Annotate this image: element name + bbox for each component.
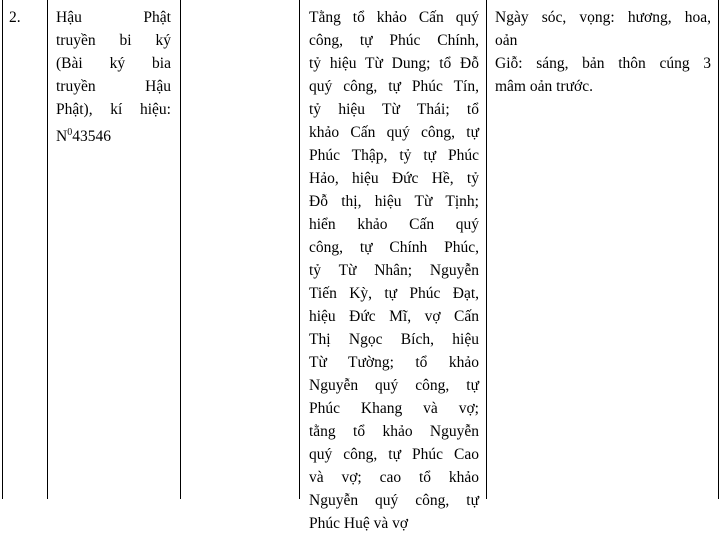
table-border-right [718,0,719,499]
row-number: 2. [9,9,21,26]
names-line: quý công, tự Phúc Tín, [309,78,479,95]
offerings-line: Giỗ: sáng, bản thôn cúng 3 [495,55,711,72]
table-border-left [2,0,3,499]
names-line: Nguyễn quý công, tự [309,377,479,394]
names-line: Thị Ngọc Bích, hiệu [309,331,479,348]
document-title-cell [56,0,171,499]
names-line: Phúc Thập, tỷ tự Phúc [309,147,479,164]
offerings-line: oản [495,32,518,49]
names-line: công, tự Phúc Chính, [309,32,479,49]
honored-names-cell [309,0,479,532]
names-line: tỷ Từ Nhân; Nguyễn [309,262,479,279]
names-line: hiệu Đức Mĩ, vợ Cấn [309,308,479,325]
names-line: Phúc Huệ và vợ [309,515,409,532]
document-title-line: truyền bi ký [56,32,171,49]
names-line: quý công, tự Phúc Cao [309,446,479,463]
names-line: và vợ; cao tổ khảo [309,469,479,486]
names-line: hiển khảo Cấn quý [309,216,479,233]
names-line: Tiến Kỳ, tự Phúc Đạt, [309,285,479,302]
offerings-line: mâm oản trước. [495,78,593,95]
row-number-cell [9,0,45,499]
names-line: khảo Cấn quý công, tự [309,124,479,141]
names-line: tằng tổ khảo Nguyễn [309,423,479,440]
offerings-cell [495,0,711,499]
code-superscript: 0 [67,127,73,138]
names-line: Đỗ thị, hiệu Từ Tịnh; [309,193,479,210]
names-line: tỷ hiệu Từ Dung; tổ Đỗ [309,55,479,72]
document-title-line: Hậu Phật [56,9,171,26]
names-line: Tằng tổ khảo Cấn quý [309,9,479,26]
document-code [56,121,171,148]
code-value: 43546 [72,128,111,146]
offerings-line: Ngày sóc, vọng: hương, hoa, [495,9,711,26]
names-line: Nguyễn quý công, tự [309,492,479,509]
column-divider-3 [299,0,300,499]
names-line: Hảo, hiệu Đức Hề, tỷ [309,170,479,187]
document-title-line: truyền Hậu [56,78,171,95]
code-prefix: N [56,128,68,146]
names-line: tỷ hiệu Từ Thái; tổ [309,101,479,118]
empty-cell [181,0,299,499]
column-divider-4 [486,0,487,499]
names-line: Phúc Khang và vợ; [309,400,479,417]
document-title-line: (Bài ký bia [56,55,171,72]
names-line: công, tự Chính Phúc, [309,239,479,256]
names-line: Từ Tường; tổ khảo [309,354,479,371]
column-divider-1 [47,0,48,499]
document-title-line: Phật), kí hiệu: [56,101,171,118]
